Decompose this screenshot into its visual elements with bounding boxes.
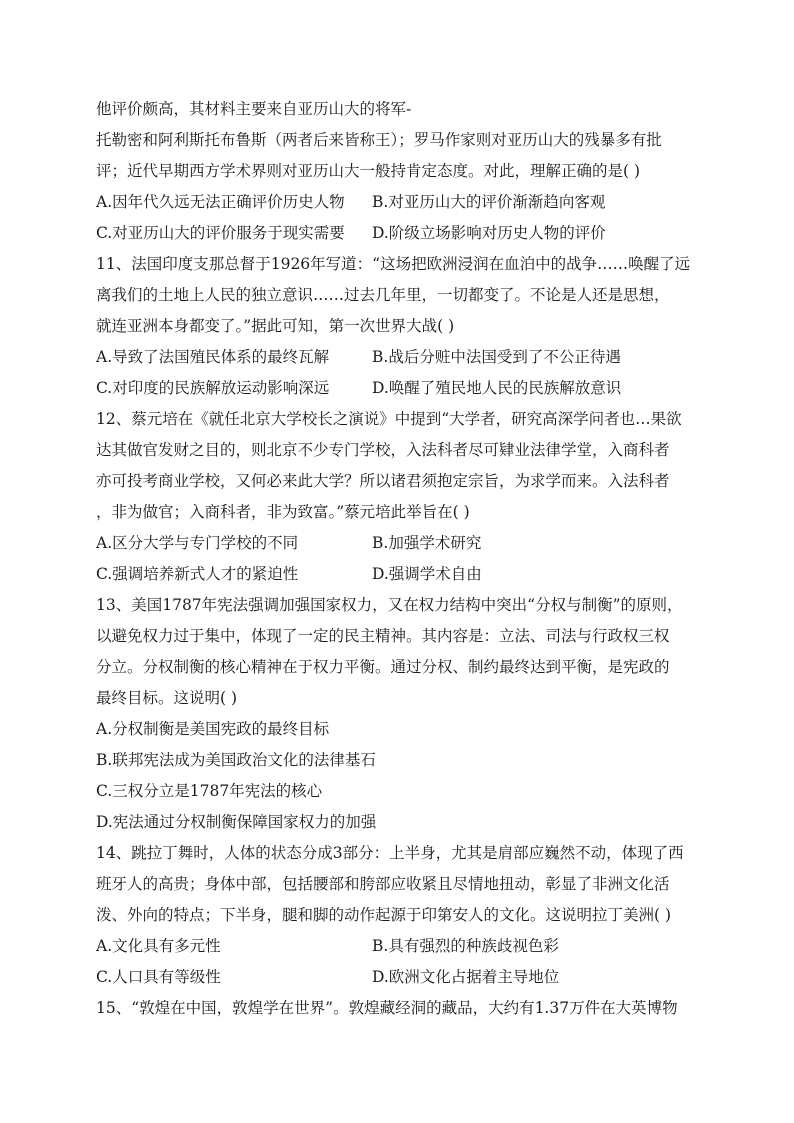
option-d[interactable]: D.唤醒了殖民地人民的民族解放意识 [372,379,622,397]
question-text-line: 泼、外向的特点；下半身，腿和脚的动作起源于印第安人的文化。这说明拉丁美洲( ) [96,906,672,924]
option-row [96,342,698,373]
option-a[interactable]: A.因年代久远无法正确评价历史人物 [96,193,345,211]
option-row [96,218,698,249]
option-c[interactable]: C.对印度的民族解放运动影响深远 [96,379,330,397]
question-text-line: 达其做官发财之目的，则北京不少专门学校，入法科者尽可肄业法律学堂，入商科者 [96,441,670,459]
question-text-line: 亦可投考商业学校，又何必来此大学？所以诸君须抱定宗旨，为求学而来。入法科者 [96,472,670,490]
option-b[interactable]: B.具有强烈的种族歧视色彩 [372,937,559,955]
option-d[interactable]: D.宪法通过分权制衡保障国家权力的加强 [96,813,377,831]
question-text-line: 离我们的土地上人民的独立意识……过去几年里，一切都变了。不论是人还是思想， [96,286,670,304]
question-text-line: 班牙人的高贵；身体中部，包括腰部和胯部应收紧且尽情地扭动，彰显了非洲文化活 [96,875,670,893]
question-text-line: 他评价颇高，其材料主要来自亚历山大的将军- [96,100,412,118]
question-11 [96,249,698,404]
option-b[interactable]: B.对亚历山大的评价渐渐趋向客观 [372,193,606,211]
option-a[interactable]: A.导致了法国殖民体系的最终瓦解 [96,348,330,366]
option-row [96,931,698,962]
question-text-line: 托勒密和阿利斯托布鲁斯（两者后来皆称王）；罗马作家则对亚历山大的残暴多有批 [96,131,662,149]
question-14 [96,838,698,993]
question-text-line: 分立。分权制衡的核心精神在于权力平衡。通过分权、制约最终达到平衡，是宪政的 [96,658,670,676]
option-row [96,559,698,590]
option-row [96,962,698,993]
question-text-line: 最终目标。这说明( ) [96,689,238,707]
question-text-line: 12、蔡元培在《就任北京大学校长之演说》中提到“大学者，研究高深学问者也…果欲 [96,410,682,428]
option-c[interactable]: C.对亚历山大的评价服务于现实需要 [96,224,345,242]
option-d[interactable]: D.强调学术自由 [372,565,482,583]
option-b[interactable]: B.加强学术研究 [372,534,482,552]
question-text-line: 13、美国1787年宪法强调加强国家权力，又在权力结构中突出“分权与制衡”的原则， [96,596,683,614]
option-c[interactable]: C.人口具有等级性 [96,968,221,986]
question-text-line: 评；近代早期西方学术界则对亚历山大一般持肯定态度。对此，理解正确的是( ) [96,162,641,180]
question-text-line: 以避免权力过于集中，体现了一定的民主精神。其内容是：立法、司法与行政权三权 [96,627,670,645]
question-text-line: 就连亚洲本身都变了。”据此可知，第一次世界大战( ) [96,317,455,335]
option-c[interactable]: C.三权分立是1787年宪法的核心 [96,782,323,800]
option-d[interactable]: D.欧洲文化占据着主导地位 [372,968,560,986]
question-text-line: ，非为做官；入商科者，非为致富。”蔡元培此举旨在( ) [96,503,470,521]
option-c[interactable]: C.强调培养新式人才的紧迫性 [96,565,299,583]
option-b[interactable]: B.战后分赃中法国受到了不公正待遇 [372,348,621,366]
question-15 [96,993,698,1024]
question-13 [96,590,698,838]
option-b[interactable]: B.联邦宪法成为美国政治文化的法律基石 [96,751,376,769]
question-text-line: 11、法国印度支那总督于1926年写道：“这场把欧洲浸润在血泊中的战争……唤醒了远 [96,255,691,273]
option-a[interactable]: A.区分大学与专门学校的不同 [96,534,299,552]
option-a[interactable]: A.分权制衡是美国宪政的最终目标 [96,720,330,738]
question-text-line: 15、“敦煌在中国，敦煌学在世界”。敦煌藏经洞的藏品，大约有1.37万件在大英博物 [96,999,678,1017]
option-row [96,528,698,559]
question-text-line: 14、跳拉丁舞时，人体的状态分成3部分：上半身，尤其是肩部应巍然不动，体现了西 [96,844,684,862]
option-row [96,373,698,404]
option-d[interactable]: D.阶级立场影响对历史人物的评价 [372,224,606,242]
question-12 [96,404,698,590]
question-10-continued [96,94,698,249]
option-a[interactable]: A.文化具有多元性 [96,937,221,955]
option-row [96,187,698,218]
